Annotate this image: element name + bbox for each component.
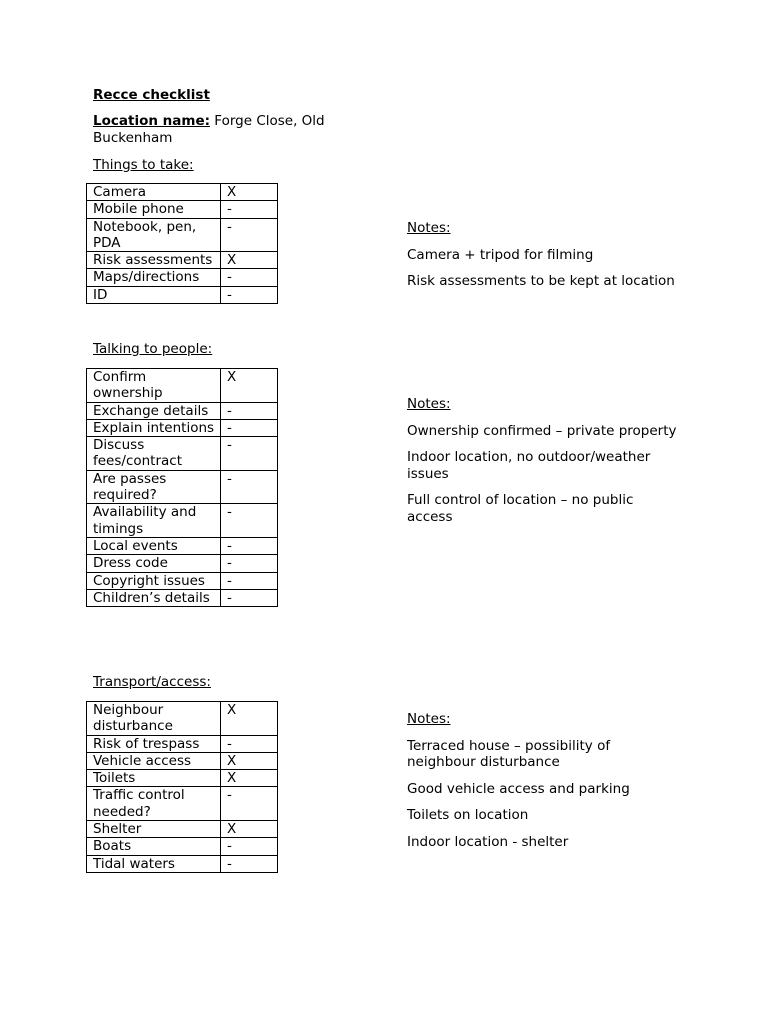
row-mark: - — [221, 589, 278, 606]
location-line — [93, 113, 363, 146]
row-mark: X — [221, 770, 278, 787]
row-mark: - — [221, 218, 278, 252]
row-mark: - — [221, 402, 278, 419]
row-mark: - — [221, 470, 278, 504]
table-row — [87, 838, 278, 855]
table-row — [87, 470, 278, 504]
location-value: Forge Close, Old Buckenham — [93, 113, 325, 146]
row-mark: - — [221, 855, 278, 872]
row-item: Toilets — [87, 770, 221, 787]
table-row — [87, 752, 278, 769]
table-row — [87, 402, 278, 419]
table-row — [87, 369, 278, 403]
table-row — [87, 735, 278, 752]
page-title: Recce checklist — [93, 87, 210, 103]
table-row — [87, 184, 278, 201]
table-row — [87, 555, 278, 572]
row-mark: - — [221, 504, 278, 538]
table-row — [87, 286, 278, 303]
row-mark: - — [221, 537, 278, 554]
notes-transport-access — [407, 711, 677, 860]
table-row — [87, 537, 278, 554]
row-item: Shelter — [87, 821, 221, 838]
table-row — [87, 201, 278, 218]
table-row — [87, 419, 278, 436]
notes-things-to-take — [407, 220, 677, 300]
row-item: Children’s details — [87, 589, 221, 606]
row-mark: - — [221, 555, 278, 572]
row-item: Explain intentions — [87, 419, 221, 436]
table-row — [87, 252, 278, 269]
row-item: Traffic control needed? — [87, 787, 221, 821]
row-item: Copyright issues — [87, 572, 221, 589]
note-item: Good vehicle access and parking — [407, 780, 630, 797]
notes-talking-to-people — [407, 396, 677, 535]
row-item: Maps/directions — [87, 269, 221, 286]
notes-heading: Notes: — [407, 396, 451, 412]
row-mark: - — [221, 735, 278, 752]
row-mark: - — [221, 269, 278, 286]
note-item: Indoor location - shelter — [407, 833, 569, 850]
row-item: Availability and timings — [87, 504, 221, 538]
row-mark: X — [221, 252, 278, 269]
note-item: Toilets on location — [407, 807, 529, 823]
row-mark: X — [221, 752, 278, 769]
things-to-take-table — [86, 183, 278, 304]
row-item: Discuss fees/contract — [87, 437, 221, 471]
row-mark: - — [221, 286, 278, 303]
note-item: Ownership confirmed – private property — [407, 422, 677, 439]
table-row — [87, 770, 278, 787]
table-row — [87, 218, 278, 252]
notes-heading: Notes: — [407, 711, 451, 727]
row-item: Confirm ownership — [87, 369, 221, 403]
table-row — [87, 855, 278, 872]
table-row — [87, 572, 278, 589]
table-row — [87, 504, 278, 538]
table-row — [87, 821, 278, 838]
note-item: Indoor location, no outdoor/weather issues — [407, 449, 651, 482]
note-item: Camera + tripod for filming — [407, 246, 594, 263]
location-label: Location name: — [93, 113, 210, 129]
row-item: Neighbour disturbance — [87, 702, 221, 736]
row-item: Tidal waters — [87, 855, 221, 872]
talking-to-people-table — [86, 368, 278, 607]
row-item: Boats — [87, 838, 221, 855]
row-mark: X — [221, 821, 278, 838]
row-item: Dress code — [87, 555, 221, 572]
table-row — [87, 787, 278, 821]
note-item: Risk assessments to be kept at location — [407, 273, 675, 289]
row-item: Vehicle access — [87, 752, 221, 769]
row-mark: - — [221, 572, 278, 589]
row-mark: - — [221, 838, 278, 855]
notes-heading: Notes: — [407, 220, 451, 236]
row-item: Camera — [87, 184, 221, 201]
row-item: Risk assessments — [87, 252, 221, 269]
row-item: Mobile phone — [87, 201, 221, 218]
row-mark: - — [221, 201, 278, 218]
section-heading-transport-access: Transport/access: — [93, 674, 211, 690]
table-row — [87, 589, 278, 606]
section-heading-things-to-take: Things to take: — [93, 157, 194, 173]
row-mark: X — [221, 702, 278, 736]
row-item: Exchange details — [87, 402, 221, 419]
row-item: Notebook, pen, PDA — [87, 218, 221, 252]
row-mark: X — [221, 184, 278, 201]
row-item: Local events — [87, 537, 221, 554]
row-item: ID — [87, 286, 221, 303]
row-mark: - — [221, 437, 278, 471]
section-heading-talking-to-people: Talking to people: — [93, 341, 213, 357]
note-item: Terraced house – possibility of neighbour disturbance — [407, 737, 611, 770]
row-mark: X — [221, 369, 278, 403]
row-mark: - — [221, 419, 278, 436]
row-item: Risk of trespass — [87, 735, 221, 752]
transport-access-table — [86, 701, 278, 873]
row-mark: - — [221, 787, 278, 821]
note-item: Full control of location – no public access — [407, 492, 634, 525]
table-row — [87, 702, 278, 736]
row-item: Are passes required? — [87, 470, 221, 504]
table-row — [87, 437, 278, 471]
table-row — [87, 269, 278, 286]
